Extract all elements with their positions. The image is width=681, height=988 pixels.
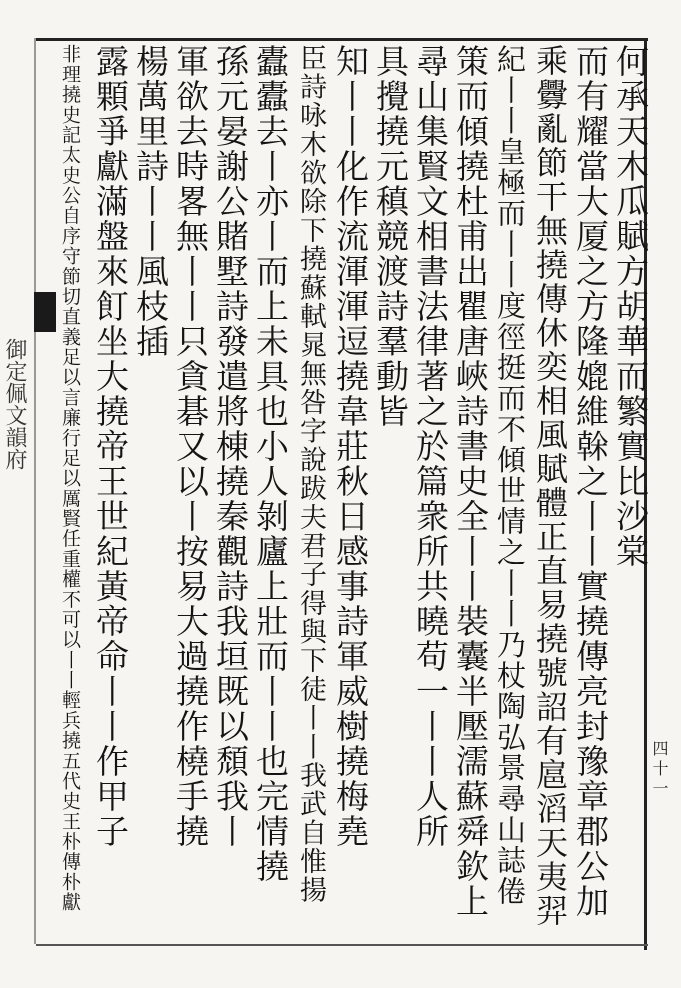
text-column: 楊萬里詩丨丨風枝插 <box>131 44 170 359</box>
text-column: 蠹蠹去丨亦丨而上未具也小人剝廬上壯而丨丨也完情撓 <box>251 44 290 884</box>
text-column: 而有耀當大厦之方隆媲維榦之丨丨實撓傳亮封豫章郡公加 <box>571 44 610 919</box>
text-column: 乘釁亂節干無撓傳休奕相風賦體正直易撓號詔有扈滔天夷羿 <box>531 44 569 928</box>
text-column: 孫元晏謝公賭墅詩發遣將棟撓秦觀詩我垣既以頹我丨 <box>211 44 250 849</box>
text-column: 紀丨丨皇極而丨丨度徑挺而不傾世情之丨丨乃杖陶弘景尋山誌倦 <box>493 44 527 907</box>
text-column: 知丨丨化作流渾渾逗撓韋莊秋日感事詩軍威樹撓梅堯 <box>331 44 370 849</box>
page-border-top <box>36 38 648 41</box>
folio-number: 四十一 <box>650 740 669 800</box>
gutter-line <box>34 38 36 944</box>
page-border-bottom <box>36 944 648 946</box>
text-column: 軍欲去時畧無丨丨只貪碁又以丨按易大過撓作橈手撓 <box>171 44 210 849</box>
text-column: 策而傾撓杜甫出瞿唐峽詩書史全丨丨裝囊半壓濡蘇舜欽上 <box>451 44 490 919</box>
text-column: 露顆爭獻滿盤來飣坐大撓帝王世紀黃帝命丨丨作甲子 <box>91 44 130 849</box>
text-column: 非理撓史記太史公自序守節切直義足以言廉行足以厲賢任重權不可以丨丨輕兵撓五代史王朴傳朴獻 <box>59 44 81 913</box>
text-column: 臣詩咏木欲除下撓蘇軾晁無咎字說跋夫君子得與下徒丨丨我武自惟揚 <box>295 44 326 905</box>
text-column: 尋山集賢文相書法律著之於篇衆所共曉苟一丨丨人所 <box>411 44 450 849</box>
text-column: 何承天木瓜賦方胡華而繁實比沙棠 <box>611 44 650 569</box>
text-column: 具攪撓元稹競渡詩羣動皆 <box>371 44 410 429</box>
running-head: 御定佩文韻府 <box>2 338 27 470</box>
